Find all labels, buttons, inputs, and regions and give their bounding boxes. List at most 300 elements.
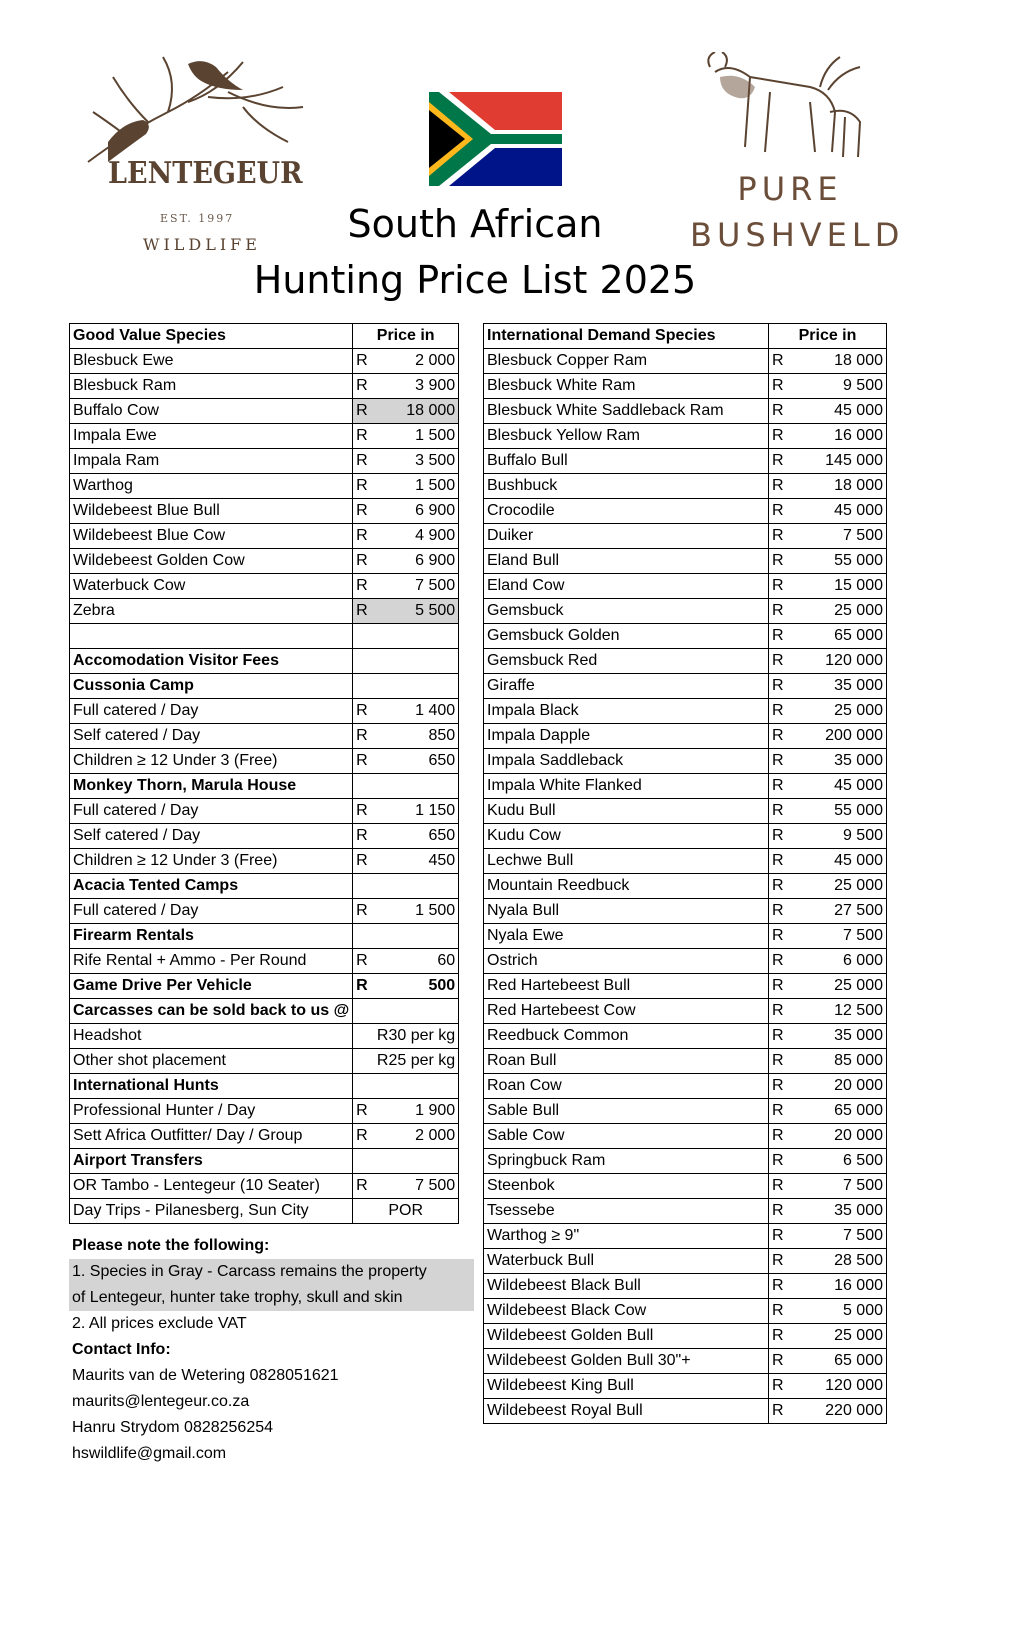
- currency-cell: R: [769, 824, 798, 849]
- table-row: [484, 849, 887, 874]
- price-cell: 18 000: [797, 474, 887, 499]
- species-name-cell: Eland Cow: [484, 574, 769, 599]
- currency-cell: R: [769, 1174, 798, 1199]
- price-cell: 7 500: [797, 1224, 887, 1249]
- price-cell: 650: [377, 824, 459, 849]
- price-cell: 1 500: [377, 424, 459, 449]
- table-row: [484, 1399, 887, 1424]
- species-name-cell: Acacia Tented Camps: [70, 874, 353, 899]
- currency-cell: R: [353, 549, 378, 574]
- price-cell: 1 500: [377, 899, 459, 924]
- price-cell: 65 000: [797, 624, 887, 649]
- currency-cell: R: [353, 349, 378, 374]
- currency-cell: R: [769, 1349, 798, 1374]
- table-row: [484, 374, 887, 399]
- table-row: [484, 1099, 887, 1124]
- species-name-cell: Other shot placement: [70, 1049, 353, 1074]
- currency-cell: [353, 649, 378, 674]
- species-name-cell: Warthog: [70, 474, 353, 499]
- note-1-line-2: of Lentegeur, hunter take trophy, skull and skin: [69, 1285, 474, 1311]
- species-name-cell: Lechwe Bull: [484, 849, 769, 874]
- price-cell: 1 900: [377, 1099, 459, 1124]
- price-cell: 7 500: [377, 574, 459, 599]
- price-cell: 35 000: [797, 1199, 887, 1224]
- price-cell: 1 400: [377, 699, 459, 724]
- species-name-cell: Full catered / Day: [70, 899, 353, 924]
- species-name-cell: Game Drive Per Vehicle: [70, 974, 353, 999]
- price-cell: 16 000: [797, 424, 887, 449]
- table-row: [70, 449, 459, 474]
- table-row: [70, 799, 459, 824]
- table-row: [70, 374, 459, 399]
- price-cell: 5 000: [797, 1299, 887, 1324]
- price-cell: 55 000: [797, 799, 887, 824]
- species-name-cell: Wildebeest Golden Bull 30"+: [484, 1349, 769, 1374]
- wildebeest-and-kudu-icon: [700, 52, 870, 162]
- lentegeur-wordmark: LENTEGEUR: [108, 156, 303, 191]
- currency-cell: R: [769, 874, 798, 899]
- currency-cell: R: [353, 399, 378, 424]
- species-name-cell: Children ≥ 12 Under 3 (Free): [70, 849, 353, 874]
- price-cell: [377, 674, 459, 699]
- currency-cell: R: [353, 724, 378, 749]
- species-name-cell: Gemsbuck: [484, 599, 769, 624]
- currency-cell: R: [769, 949, 798, 974]
- table-row: [484, 399, 887, 424]
- table-row: [70, 624, 459, 649]
- table-row: [70, 824, 459, 849]
- price-cell: POR: [353, 1199, 459, 1224]
- species-name-cell: Blesbuck Copper Ram: [484, 349, 769, 374]
- table-row: [70, 724, 459, 749]
- species-name-cell: Blesbuck White Saddleback Ram: [484, 399, 769, 424]
- species-name-cell: Zebra: [70, 599, 353, 624]
- price-cell: [377, 924, 459, 949]
- currency-cell: R: [769, 499, 798, 524]
- currency-cell: R: [769, 474, 798, 499]
- table-row: [70, 1074, 459, 1099]
- table-row: [484, 749, 887, 774]
- table-row: [70, 874, 459, 899]
- currency-cell: R: [769, 399, 798, 424]
- species-name-cell: Ostrich: [484, 949, 769, 974]
- table-row: [484, 1174, 887, 1199]
- note-1-line-1: 1. Species in Gray - Carcass remains the property: [69, 1259, 474, 1285]
- currency-cell: R: [353, 699, 378, 724]
- currency-cell: R: [769, 1199, 798, 1224]
- species-name-cell: Wildebeest Royal Bull: [484, 1399, 769, 1424]
- currency-cell: R: [769, 1124, 798, 1149]
- currency-cell: R: [769, 774, 798, 799]
- species-name-cell: Buffalo Cow: [70, 399, 353, 424]
- price-cell: 9 500: [797, 374, 887, 399]
- table-row: [484, 999, 887, 1024]
- table-row: [484, 949, 887, 974]
- price-cell: 85 000: [797, 1049, 887, 1074]
- bushveld-wordmark: BUSHVELD: [690, 216, 905, 254]
- species-name-cell: [70, 624, 353, 649]
- price-cell: 220 000: [797, 1399, 887, 1424]
- table-row: [484, 1074, 887, 1099]
- species-name-cell: Impala Ewe: [70, 424, 353, 449]
- table-row: [484, 449, 887, 474]
- price-cell: 6 500: [797, 1149, 887, 1174]
- price-cell: 6 900: [377, 499, 459, 524]
- contact-heading: Contact Info:: [72, 1341, 171, 1358]
- species-name-cell: OR Tambo - Lentegeur (10 Seater): [70, 1174, 353, 1199]
- currency-cell: R: [769, 1374, 798, 1399]
- table-row: [484, 699, 887, 724]
- species-name-cell: Kudu Bull: [484, 799, 769, 824]
- price-cell: 120 000: [797, 649, 887, 674]
- table-row: [70, 474, 459, 499]
- table-row: [484, 899, 887, 924]
- currency-cell: R: [353, 824, 378, 849]
- table-row: [484, 799, 887, 824]
- currency-cell: [353, 624, 378, 649]
- price-cell: 45 000: [797, 399, 887, 424]
- table-row: [484, 974, 887, 999]
- table-row: [484, 1049, 887, 1074]
- species-name-cell: Kudu Cow: [484, 824, 769, 849]
- currency-cell: R: [353, 1174, 378, 1199]
- species-name-cell: Impala Saddleback: [484, 749, 769, 774]
- south-africa-flag-icon: [429, 92, 562, 186]
- currency-cell: R: [769, 1149, 798, 1174]
- currency-cell: [353, 674, 378, 699]
- table-row: [484, 1249, 887, 1274]
- table-row: [484, 424, 887, 449]
- price-cell: 3 500: [377, 449, 459, 474]
- price-cell: 5 500: [377, 599, 459, 624]
- currency-cell: [353, 1149, 378, 1174]
- price-cell: 200 000: [797, 724, 887, 749]
- price-cell: 25 000: [797, 874, 887, 899]
- species-name-cell: Red Hartebeest Cow: [484, 999, 769, 1024]
- price-cell: 1 500: [377, 474, 459, 499]
- currency-cell: R: [353, 949, 378, 974]
- table-row: [484, 524, 887, 549]
- table-row: [70, 499, 459, 524]
- table-row: [484, 1299, 887, 1324]
- price-cell: R25 per kg: [353, 1049, 459, 1074]
- species-name-cell: Roan Bull: [484, 1049, 769, 1074]
- price-cell: 7 500: [797, 1174, 887, 1199]
- currency-cell: R: [769, 1324, 798, 1349]
- good-value-species-table: [69, 323, 459, 1224]
- currency-cell: R: [769, 1399, 798, 1424]
- table-row: [70, 649, 459, 674]
- table-row: [484, 624, 887, 649]
- price-cell: 2 000: [377, 349, 459, 374]
- birds-on-branches-icon: [68, 52, 318, 172]
- price-cell: 145 000: [797, 449, 887, 474]
- species-name-cell: Roan Cow: [484, 1074, 769, 1099]
- species-name-cell: Buffalo Bull: [484, 449, 769, 474]
- currency-cell: R: [769, 924, 798, 949]
- table-row: [70, 599, 459, 624]
- table-row: [70, 574, 459, 599]
- species-name-cell: Wildebeest Black Bull: [484, 1274, 769, 1299]
- table-row: [484, 599, 887, 624]
- pure-bushveld-logo: [690, 52, 905, 262]
- price-cell: 850: [377, 724, 459, 749]
- species-name-cell: Sable Cow: [484, 1124, 769, 1149]
- currency-cell: [353, 999, 378, 1024]
- species-name-cell: International Hunts: [70, 1074, 353, 1099]
- page-title-line2: Hunting Price List 2025: [253, 258, 697, 302]
- table-row: [484, 1224, 887, 1249]
- price-cell: 7 500: [797, 924, 887, 949]
- table-header-row: [70, 324, 459, 349]
- table-row: [70, 1049, 459, 1074]
- currency-cell: [353, 774, 378, 799]
- table-row: [70, 524, 459, 549]
- species-name-cell: Airport Transfers: [70, 1149, 353, 1174]
- currency-cell: R: [769, 999, 798, 1024]
- price-cell: 27 500: [797, 899, 887, 924]
- currency-cell: R: [353, 374, 378, 399]
- species-name-cell: Blesbuck White Ram: [484, 374, 769, 399]
- price-cell: [377, 649, 459, 674]
- price-cell: 18 000: [377, 399, 459, 424]
- contact-maurits: Maurits van de Wetering 0828051621: [72, 1367, 339, 1384]
- currency-cell: R: [769, 724, 798, 749]
- currency-cell: R: [769, 1049, 798, 1074]
- price-cell: 6 900: [377, 549, 459, 574]
- price-cell: 65 000: [797, 1099, 887, 1124]
- currency-cell: R: [353, 849, 378, 874]
- currency-cell: R: [769, 799, 798, 824]
- table-row: [70, 349, 459, 374]
- species-name-cell: Warthog ≥ 9": [484, 1224, 769, 1249]
- table-row: [484, 1374, 887, 1399]
- pure-wordmark: PURE: [737, 170, 843, 208]
- table-header-row: [484, 324, 887, 349]
- table-row: [484, 549, 887, 574]
- table-row: [70, 1149, 459, 1174]
- column-header-species: International Demand Species: [484, 324, 769, 349]
- currency-cell: R: [769, 1099, 798, 1124]
- table-row: [70, 1174, 459, 1199]
- price-cell: [377, 999, 459, 1024]
- currency-cell: R: [769, 449, 798, 474]
- currency-cell: R: [353, 449, 378, 474]
- price-cell: 7 500: [797, 524, 887, 549]
- currency-cell: R: [353, 1124, 378, 1149]
- currency-cell: [353, 1074, 378, 1099]
- table-row: [70, 1199, 459, 1224]
- table-row: [70, 899, 459, 924]
- species-name-cell: Professional Hunter / Day: [70, 1099, 353, 1124]
- table-row: [70, 774, 459, 799]
- table-row: [484, 824, 887, 849]
- table-row: [70, 999, 459, 1024]
- price-cell: 45 000: [797, 849, 887, 874]
- table-row: [70, 549, 459, 574]
- contact-hanru: Hanru Strydom 0828256254: [72, 1419, 274, 1436]
- currency-cell: R: [769, 674, 798, 699]
- species-name-cell: Sable Bull: [484, 1099, 769, 1124]
- species-name-cell: Blesbuck Ram: [70, 374, 353, 399]
- species-name-cell: Waterbuck Cow: [70, 574, 353, 599]
- price-cell: 16 000: [797, 1274, 887, 1299]
- currency-cell: R: [769, 349, 798, 374]
- currency-cell: R: [769, 1274, 798, 1299]
- table-row: [70, 924, 459, 949]
- currency-cell: R: [769, 599, 798, 624]
- price-cell: 15 000: [797, 574, 887, 599]
- column-header-price: Price in: [769, 324, 887, 349]
- price-cell: 25 000: [797, 599, 887, 624]
- currency-cell: R: [769, 524, 798, 549]
- table-row: [70, 1124, 459, 1149]
- species-name-cell: Giraffe: [484, 674, 769, 699]
- price-cell: 55 000: [797, 549, 887, 574]
- species-name-cell: Red Hartebeest Bull: [484, 974, 769, 999]
- currency-cell: R: [769, 574, 798, 599]
- currency-cell: [353, 924, 378, 949]
- table-row: [484, 1124, 887, 1149]
- email-hanru[interactable]: hswildlife@gmail.com: [72, 1445, 227, 1462]
- species-name-cell: Nyala Bull: [484, 899, 769, 924]
- species-name-cell: Firearm Rentals: [70, 924, 353, 949]
- table-row: [484, 474, 887, 499]
- price-cell: [377, 1149, 459, 1174]
- price-cell: [377, 874, 459, 899]
- table-row: [484, 674, 887, 699]
- species-name-cell: Reedbuck Common: [484, 1024, 769, 1049]
- species-name-cell: Impala White Flanked: [484, 774, 769, 799]
- species-name-cell: Full catered / Day: [70, 699, 353, 724]
- species-name-cell: Tsessebe: [484, 1199, 769, 1224]
- table-row: [484, 649, 887, 674]
- price-cell: [377, 624, 459, 649]
- species-name-cell: Rife Rental + Ammo - Per Round: [70, 949, 353, 974]
- currency-cell: R: [769, 1024, 798, 1049]
- species-name-cell: Duiker: [484, 524, 769, 549]
- species-name-cell: Wildebeest Black Cow: [484, 1299, 769, 1324]
- currency-cell: R: [353, 599, 378, 624]
- currency-cell: R: [353, 899, 378, 924]
- species-name-cell: Carcasses can be sold back to us @: [70, 999, 353, 1024]
- table-row: [70, 974, 459, 999]
- currency-cell: R: [353, 799, 378, 824]
- species-name-cell: Gemsbuck Red: [484, 649, 769, 674]
- table-row: [70, 399, 459, 424]
- table-row: [484, 1024, 887, 1049]
- table-row: [484, 1199, 887, 1224]
- price-cell: [377, 774, 459, 799]
- species-name-cell: Waterbuck Bull: [484, 1249, 769, 1274]
- wildlife-tagline: WILDLIFE: [143, 235, 261, 254]
- currency-cell: R: [769, 374, 798, 399]
- price-cell: 18 000: [797, 349, 887, 374]
- currency-cell: R: [769, 899, 798, 924]
- currency-cell: R: [353, 1099, 378, 1124]
- currency-cell: R: [769, 1299, 798, 1324]
- price-cell: 1 150: [377, 799, 459, 824]
- currency-cell: R: [769, 549, 798, 574]
- table-row: [484, 774, 887, 799]
- species-name-cell: Self catered / Day: [70, 724, 353, 749]
- species-name-cell: Springbuck Ram: [484, 1149, 769, 1174]
- price-cell: 35 000: [797, 749, 887, 774]
- price-cell: 7 500: [377, 1174, 459, 1199]
- price-cell: 35 000: [797, 674, 887, 699]
- currency-cell: R: [769, 1249, 798, 1274]
- species-name-cell: Wildebeest Golden Cow: [70, 549, 353, 574]
- price-cell: 6 000: [797, 949, 887, 974]
- price-cell: 120 000: [797, 1374, 887, 1399]
- currency-cell: [353, 874, 378, 899]
- table-row: [70, 949, 459, 974]
- species-name-cell: Bushbuck: [484, 474, 769, 499]
- species-name-cell: Wildebeest Blue Bull: [70, 499, 353, 524]
- price-cell: 28 500: [797, 1249, 887, 1274]
- species-name-cell: Impala Black: [484, 699, 769, 724]
- notes-heading: Please note the following:: [72, 1237, 270, 1254]
- table-row: [70, 1099, 459, 1124]
- species-name-cell: Sett Africa Outfitter/ Day / Group: [70, 1124, 353, 1149]
- species-name-cell: Impala Dapple: [484, 724, 769, 749]
- species-name-cell: Monkey Thorn, Marula House: [70, 774, 353, 799]
- species-name-cell: Blesbuck Yellow Ram: [484, 424, 769, 449]
- species-name-cell: Children ≥ 12 Under 3 (Free): [70, 749, 353, 774]
- price-cell: 20 000: [797, 1074, 887, 1099]
- price-cell: R30 per kg: [353, 1024, 459, 1049]
- price-cell: 35 000: [797, 1024, 887, 1049]
- currency-cell: R: [353, 749, 378, 774]
- price-cell: 9 500: [797, 824, 887, 849]
- price-cell: 60: [377, 949, 459, 974]
- table-row: [70, 749, 459, 774]
- table-row: [484, 874, 887, 899]
- price-cell: 3 900: [377, 374, 459, 399]
- species-name-cell: Wildebeest Golden Bull: [484, 1324, 769, 1349]
- price-cell: 12 500: [797, 999, 887, 1024]
- note-2: 2. All prices exclude VAT: [72, 1315, 247, 1332]
- price-cell: 500: [377, 974, 459, 999]
- species-name-cell: Accomodation Visitor Fees: [70, 649, 353, 674]
- price-cell: 65 000: [797, 1349, 887, 1374]
- table-row: [70, 1024, 459, 1049]
- species-name-cell: Wildebeest King Bull: [484, 1374, 769, 1399]
- currency-cell: R: [769, 649, 798, 674]
- table-row: [484, 349, 887, 374]
- page-title-line1: South African: [347, 202, 603, 246]
- price-cell: 4 900: [377, 524, 459, 549]
- species-name-cell: Impala Ram: [70, 449, 353, 474]
- currency-cell: R: [769, 749, 798, 774]
- species-name-cell: Crocodile: [484, 499, 769, 524]
- table-row: [484, 724, 887, 749]
- table-row: [70, 849, 459, 874]
- price-cell: 650: [377, 749, 459, 774]
- currency-cell: R: [769, 424, 798, 449]
- notes-section: [69, 1233, 474, 1467]
- table-row: [70, 699, 459, 724]
- international-demand-species-table: [483, 323, 887, 1424]
- table-row: [484, 1349, 887, 1374]
- species-name-cell: Eland Bull: [484, 549, 769, 574]
- species-name-cell: Self catered / Day: [70, 824, 353, 849]
- currency-cell: R: [769, 849, 798, 874]
- est-year: EST. 1997: [160, 212, 235, 225]
- email-maurits[interactable]: maurits@lentegeur.co.za: [72, 1393, 250, 1410]
- price-cell: 25 000: [797, 1324, 887, 1349]
- currency-cell: R: [353, 524, 378, 549]
